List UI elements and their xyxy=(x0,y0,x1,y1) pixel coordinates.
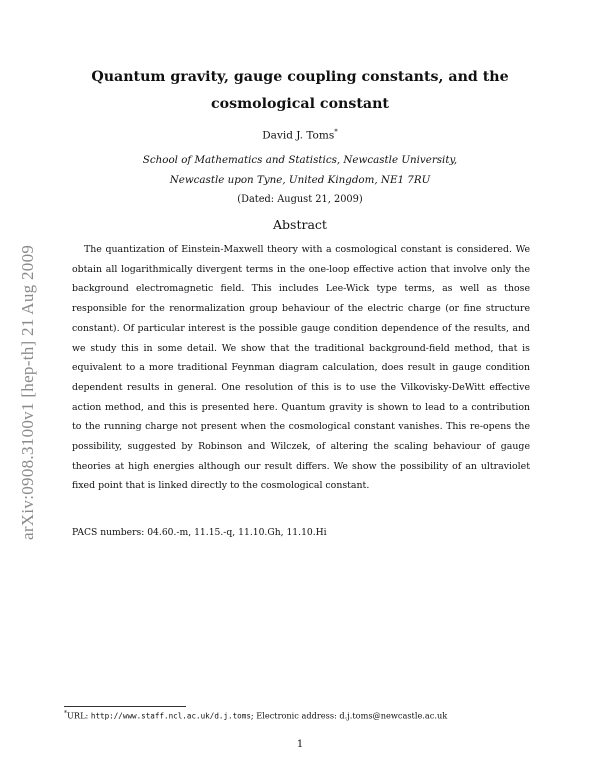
arxiv-stamp: arXiv:0908.3100v1 [hep-th] 21 Aug 2009 xyxy=(18,244,37,540)
footnote-url-label: URL: xyxy=(67,710,91,721)
date-line: (Dated: August 21, 2009) xyxy=(237,194,363,205)
affiliation xyxy=(60,150,540,190)
page-number: 1 xyxy=(296,739,304,750)
pacs-numbers: PACS numbers: 04.60.-m, 11.15.-q, 11.10.Gh, 11.10.Hi xyxy=(72,527,327,538)
footnote-email-label: ; Electronic address: xyxy=(250,710,340,721)
footnote-mark: * xyxy=(64,710,67,717)
footnote-url-link[interactable]: http://www.staff.ncl.ac.uk/d.j.toms xyxy=(90,711,251,721)
footnote-rule xyxy=(64,706,186,707)
paper-title: Quantum gravity, gauge coupling constants, and the cosmological constant xyxy=(91,69,509,112)
footnote-email-link[interactable]: d.j.toms@newcastle.ac.uk xyxy=(339,710,448,721)
author-footnote-mark[interactable]: * xyxy=(334,128,338,136)
abstract-text: The quantization of Einstein-Maxwell theory with a cosmological constant is considered. We obtain all logarithmically divergent terms in the one-loop effective action that involve only the background electromagnetic field. This includes Lee-Wick type terms, as well as those responsible for the renormalization group behaviour of the electric charge (or fine structure constant). Of particular interest is the possible gauge condition dependence of the results, and we study this in some detail. We show that the traditional background-field method, that is equivalent to a more traditional Feynman diagram calculation, does result in gauge condition dependent results in general. One resolution of this is to use the Vilkovisky-DeWitt effective action method, and this is presented here. Quantum gravity is shown to lead to a contribution to the running charge not present when the cosmological constant vanishes. This re-opens the possibility, suggested by Robinson and Wilczek, of altering the scaling behaviour of gauge theories at high energies although our result differs. We show the possibility of an ultraviolet fixed point that is linked directly to the cosmological constant. xyxy=(72,244,530,492)
affiliation-line-2: Newcastle upon Tyne, United Kingdom, NE1 7RU xyxy=(169,174,431,186)
author-line xyxy=(0,128,600,142)
abstract-heading: Abstract xyxy=(273,217,327,232)
author-name: David J. Toms xyxy=(262,129,335,142)
footnote xyxy=(64,710,447,721)
affiliation-line-1: School of Mathematics and Statistics, Newcastle University, xyxy=(142,154,458,166)
